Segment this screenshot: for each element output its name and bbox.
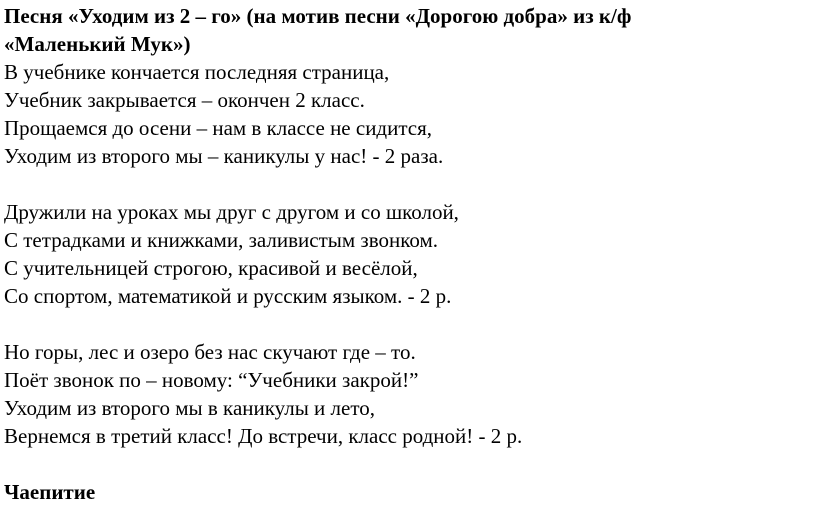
song-title-line-1: Песня «Уходим из 2 – го» (на мотив песни «Дорогою добра» из к/ф (4, 4, 632, 28)
song-title (4, 2, 812, 58)
stanza-2 (4, 198, 812, 310)
stanza-2-line-1: Дружили на уроках мы друг с другом и со школой, (4, 200, 459, 224)
stanza-3-line-2: Поёт звонок по – новому: “Учебники закрой!” (4, 368, 419, 392)
stanza-1-line-1: В учебнике кончается последняя страница, (4, 60, 390, 84)
stanza-3-line-4: Вернемся в третий класс! До встречи, класс родной! - 2 р. (4, 424, 523, 448)
stanza-2-line-3: С учительницей строгою, красивой и весёлой, (4, 256, 418, 280)
stanza-2-line-4: Со спортом, математикой и русским языком. - 2 р. (4, 284, 452, 308)
document-page (4, 2, 812, 506)
stanza-1 (4, 58, 812, 170)
song-title-line-2: «Маленький Мук») (4, 32, 191, 56)
section-heading-tea-party: Чаепитие (4, 480, 96, 504)
stanza-3-line-1: Но горы, лес и озеро без нас скучают где – то. (4, 340, 416, 364)
stanza-3-line-3: Уходим из второго мы в каникулы и лето, (4, 396, 375, 420)
stanza-2-line-2: С тетрадками и книжками, заливистым звонком. (4, 228, 438, 252)
stanza-1-line-3: Прощаемся до осени – нам в классе не сидится, (4, 116, 433, 140)
stanza-1-line-2: Учебник закрывается – окончен 2 класс. (4, 88, 365, 112)
stanza-1-line-4: Уходим из второго мы – каникулы у нас! - 2 раза. (4, 144, 444, 168)
stanza-3 (4, 338, 812, 450)
